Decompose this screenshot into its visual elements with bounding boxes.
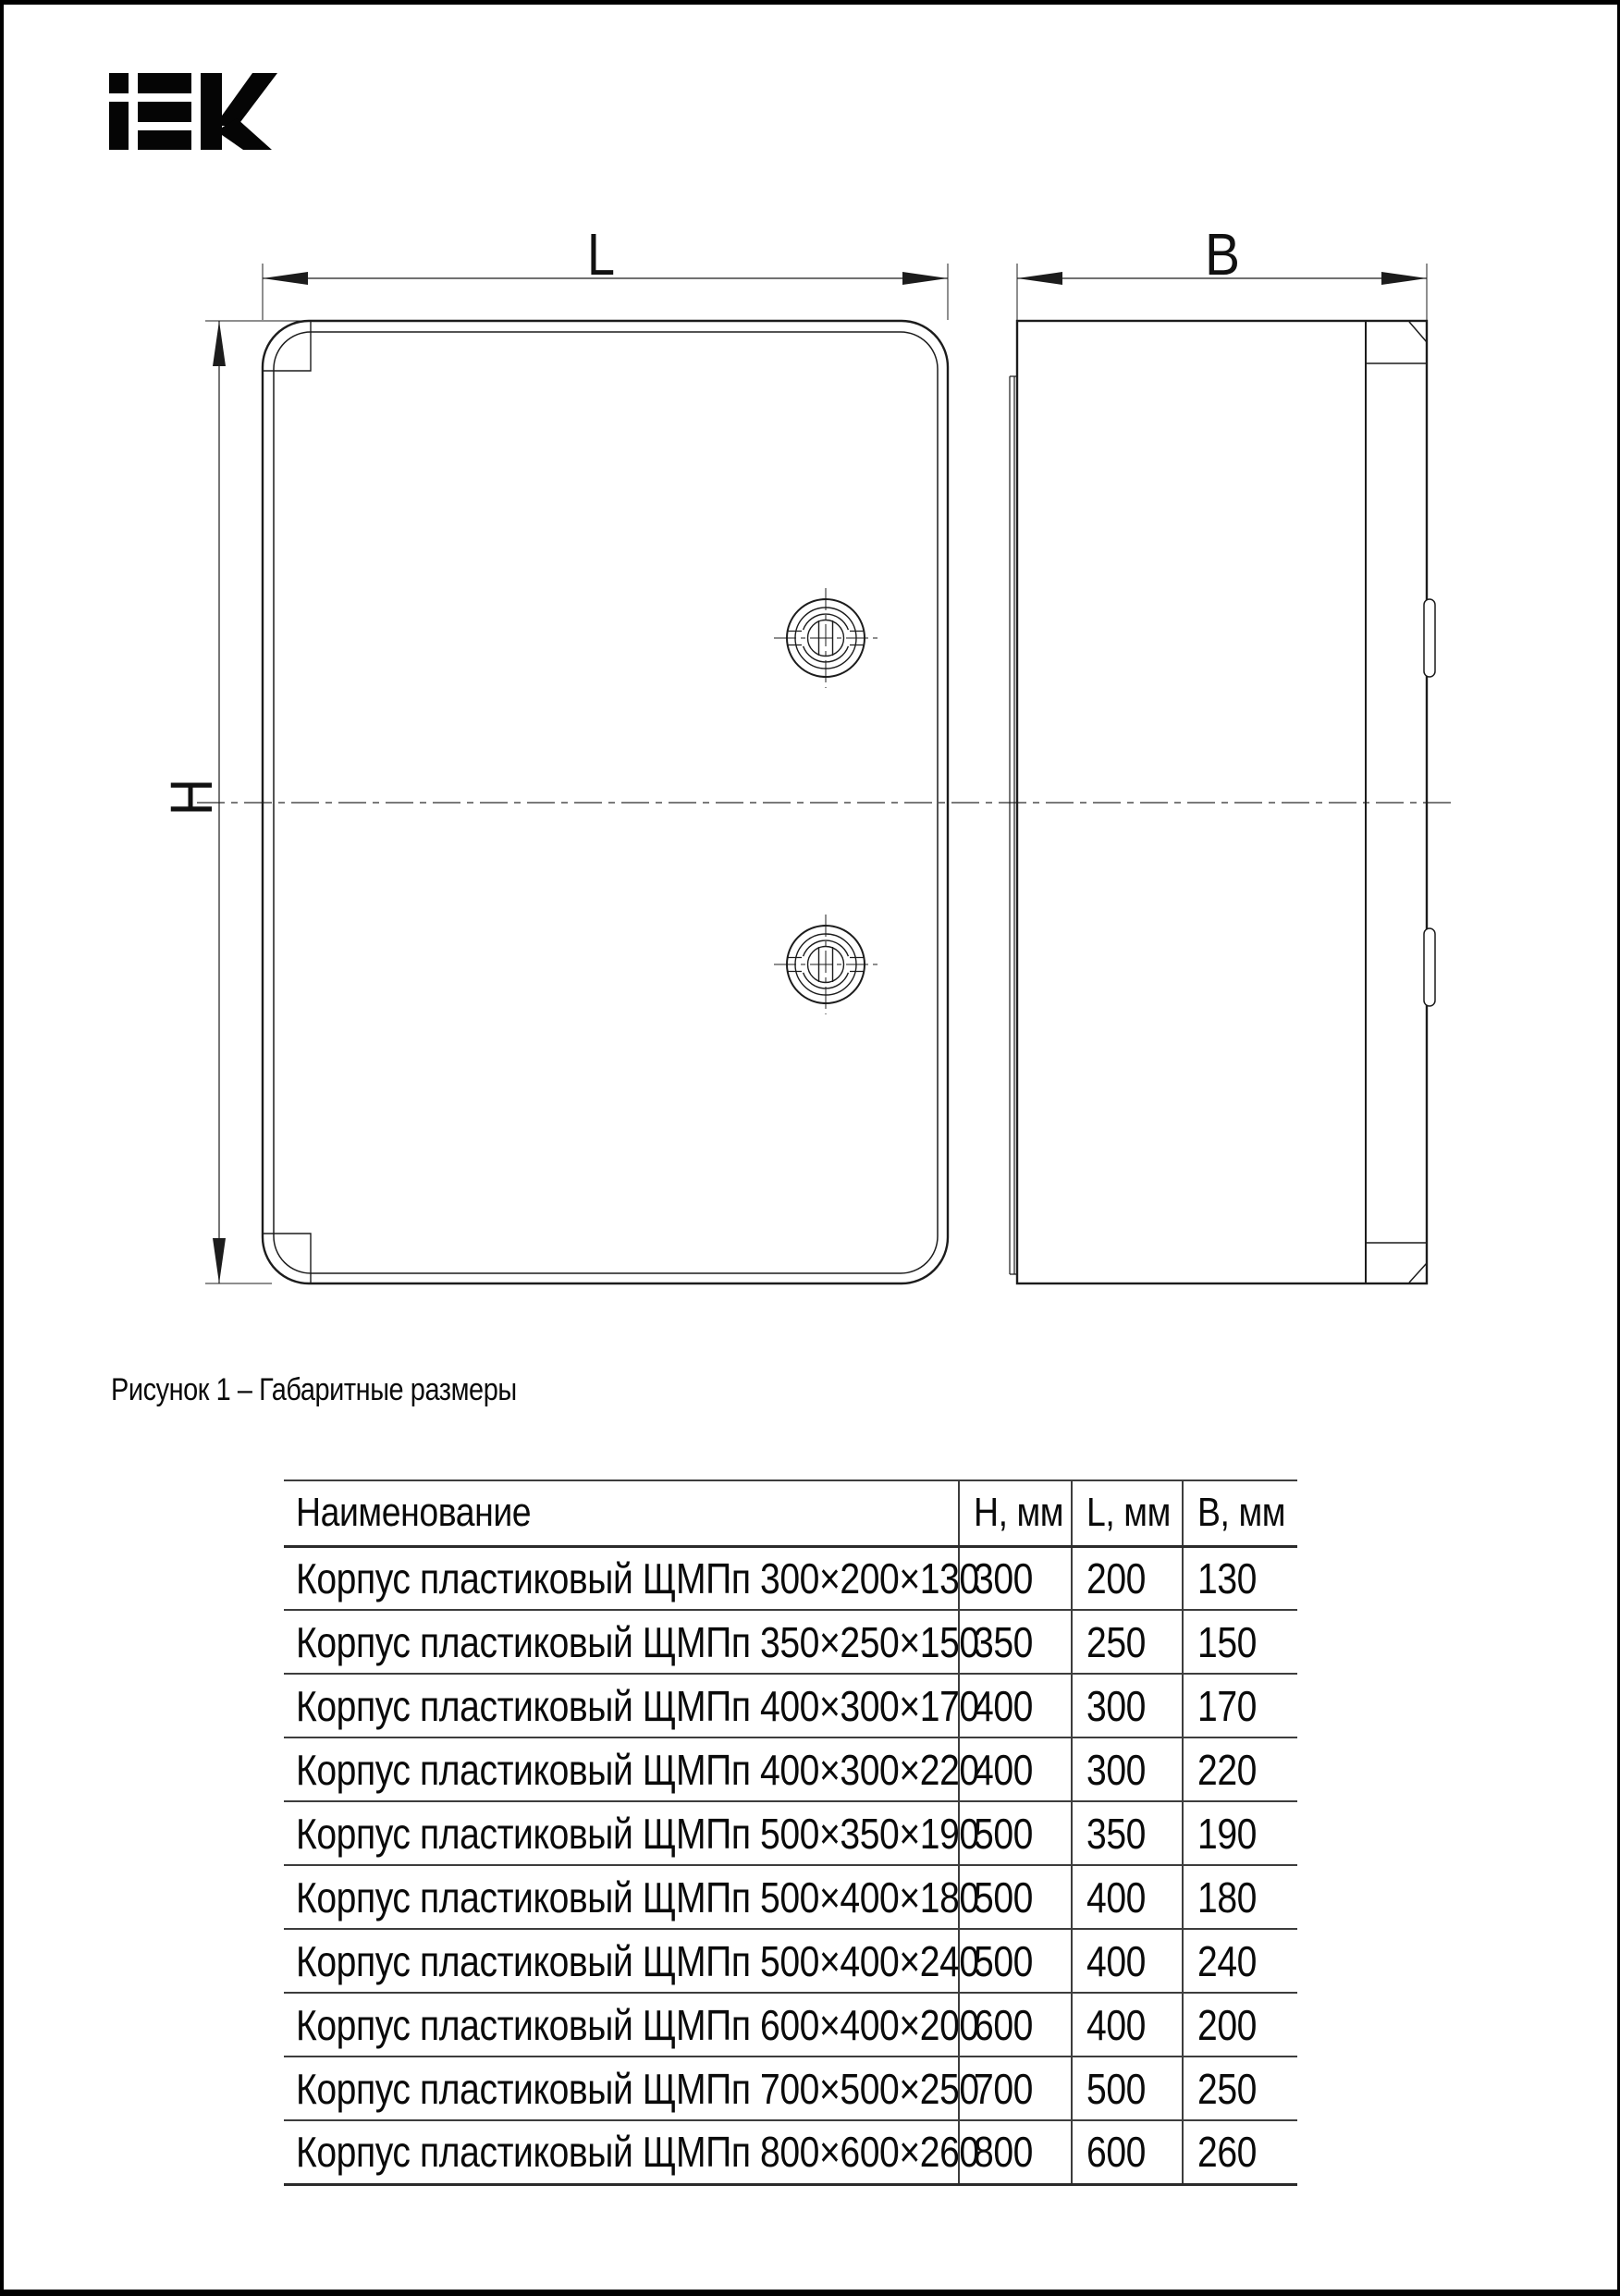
page-border-bottom (0, 2290, 1620, 2296)
table-row (284, 1865, 1297, 1929)
row-l: 400 (1086, 1936, 1146, 1985)
row-b: 240 (1197, 1936, 1257, 1985)
row-l: 350 (1086, 1809, 1146, 1858)
dimension-label-H: H (158, 772, 225, 816)
row-name: Корпус пластиковый ЩМПп 500×400×240 (296, 1936, 979, 1985)
row-h: 600 (974, 2000, 1033, 2049)
row-l: 250 (1086, 1617, 1146, 1666)
dimension-label-B: B (1205, 221, 1240, 288)
column-header-h: H, мм (959, 1480, 1072, 1546)
row-name: Корпус пластиковый ЩМПп 500×350×190 (296, 1809, 979, 1858)
row-l: 300 (1086, 1745, 1146, 1794)
row-name: Корпус пластиковый ЩМПп 800×600×260 (296, 2128, 979, 2177)
row-h: 350 (974, 1617, 1033, 1666)
row-b: 190 (1197, 1809, 1257, 1858)
row-name: Корпус пластиковый ЩМПп 700×500×250 (296, 2064, 979, 2113)
row-l: 300 (1086, 1681, 1146, 1730)
latch-tab-lower (1424, 928, 1435, 1006)
column-header-b: B, мм (1183, 1480, 1297, 1546)
dimensions-table (284, 1480, 1297, 2186)
row-h: 300 (974, 1553, 1033, 1602)
row-b: 220 (1197, 1745, 1257, 1794)
row-l: 200 (1086, 1553, 1146, 1602)
row-b: 250 (1197, 2064, 1257, 2113)
table-row (284, 1610, 1297, 1674)
table-row (284, 1929, 1297, 1993)
row-h: 400 (974, 1745, 1033, 1794)
page-border-top (0, 0, 1620, 5)
column-header-name: Наименование (296, 1490, 532, 1536)
row-l: 400 (1086, 1872, 1146, 1922)
table-row (284, 1546, 1297, 1610)
row-b: 260 (1197, 2128, 1257, 2177)
table-row (284, 2120, 1297, 2184)
row-name: Корпус пластиковый ЩМПп 500×400×180 (296, 1872, 979, 1922)
corner-detail-top-left (263, 321, 311, 371)
figure-caption (111, 1372, 588, 1408)
row-h: 500 (974, 1936, 1033, 1985)
figure-caption-text: Рисунок 1 – Габаритные размеры (111, 1372, 517, 1407)
page-border-left (0, 0, 4, 2296)
row-name: Корпус пластиковый ЩМПп 600×400×200 (296, 2000, 979, 2049)
row-b: 200 (1197, 2000, 1257, 2049)
column-header-l: L, мм (1072, 1480, 1183, 1546)
table-row (284, 1737, 1297, 1801)
corner-detail-bottom-left (263, 1234, 311, 1283)
row-l: 500 (1086, 2064, 1146, 2113)
table-row (284, 1801, 1297, 1865)
row-b: 180 (1197, 1872, 1257, 1922)
row-name: Корпус пластиковый ЩМПп 300×200×130 (296, 1553, 979, 1602)
row-name: Корпус пластиковый ЩМПп 400×300×170 (296, 1681, 979, 1730)
table-header-row (284, 1480, 1297, 1546)
latch-upper (774, 588, 878, 688)
table-row (284, 1674, 1297, 1737)
row-h: 500 (974, 1872, 1033, 1922)
row-name: Корпус пластиковый ЩМПп 350×250×150 (296, 1617, 979, 1666)
row-name: Корпус пластиковый ЩМПп 400×300×220 (296, 1745, 979, 1794)
latch-tab-upper (1424, 599, 1435, 677)
row-l: 400 (1086, 2000, 1146, 2049)
row-h: 500 (974, 1809, 1033, 1858)
table-row (284, 1993, 1297, 2057)
row-l: 600 (1086, 2128, 1146, 2177)
table-row (284, 2057, 1297, 2120)
row-b: 150 (1197, 1617, 1257, 1666)
row-h: 800 (974, 2128, 1033, 2177)
row-h: 400 (974, 1681, 1033, 1730)
latch-lower (774, 915, 878, 1014)
row-b: 170 (1197, 1681, 1257, 1730)
dimension-label-L: L (587, 221, 615, 288)
row-h: 700 (974, 2064, 1033, 2113)
row-b: 130 (1197, 1553, 1257, 1602)
